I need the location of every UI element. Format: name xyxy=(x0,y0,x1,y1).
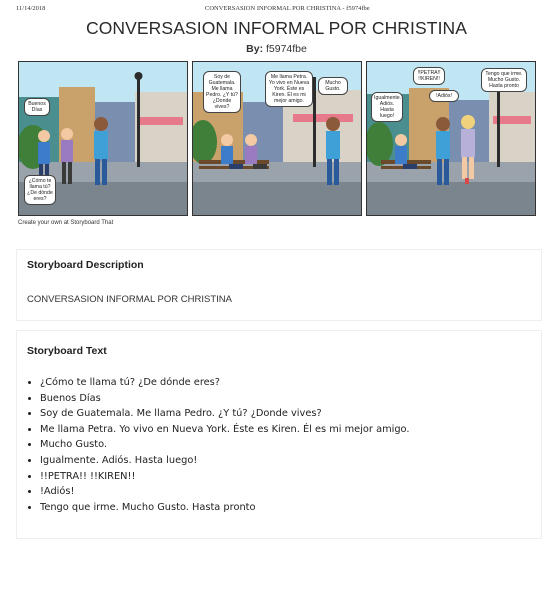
speech-bubble: ¿Cómo te llama tú? ¿De dónde eres? xyxy=(24,175,56,205)
list-item: • Igualmente. Adiós. Hasta luego! xyxy=(40,453,410,469)
byline xyxy=(0,43,553,55)
list-item: • ¿Cómo te llama tú? ¿De dónde eres? xyxy=(40,375,410,391)
speech-bubble: Me llama Petra. Yo vivo en Nueva York. Éste es Kiren. Él es mi mejor amigo. xyxy=(265,71,313,107)
speech-bubble: !Adiós! xyxy=(429,90,459,102)
comic-strip xyxy=(18,61,534,216)
storyboard-text-list xyxy=(27,375,410,515)
list-item: • Mucho Gusto. xyxy=(40,437,410,453)
storyboard-credit: Create your own at Storyboard That xyxy=(18,220,114,226)
speech-bubble: Buenos Días xyxy=(24,98,50,116)
speech-bubble: Mucho Gusto. xyxy=(318,77,348,95)
print-doc-title: CONVERSASION INFORMAL POR CHRISTINA - f5974fbe xyxy=(205,5,370,12)
byline-label: By: xyxy=(246,43,264,55)
comic-panel-3 xyxy=(366,61,536,216)
list-item: • Buenos Días xyxy=(40,391,410,407)
storyboard-text-heading: Storyboard Text xyxy=(27,345,107,357)
comic-panel-2 xyxy=(192,61,362,216)
page-title: CONVERSASION INFORMAL POR CHRISTINA xyxy=(85,18,468,38)
list-item: • Me llama Petra. Yo vivo en Nueva York. Éste es Kiren. Él es mi mejor amigo. xyxy=(40,422,410,438)
description-heading: Storyboard Description xyxy=(27,259,144,271)
byline-author: f5974fbe xyxy=(265,43,307,55)
speech-bubble: !!PETRA!! !!KIREN!! xyxy=(413,67,445,85)
print-date: 11/14/2018 xyxy=(16,5,46,12)
list-item: • !!PETRA!! !!KIREN!! xyxy=(40,469,410,485)
storyboard-text-card xyxy=(16,330,542,539)
speech-bubble: Igualmente. Adiós. Hasta luego! xyxy=(371,92,403,122)
speech-bubble: Soy de Guatemala. Me llama Pedro. ¿Y tú? ¿Donde vives? xyxy=(203,71,241,113)
list-item: • !Adiós! xyxy=(40,484,410,500)
comic-panel-1 xyxy=(18,61,188,216)
description-card xyxy=(16,249,542,321)
list-item: • Soy de Guatemala. Me llama Pedro. ¿Y tú? ¿Donde vives? xyxy=(40,406,410,422)
speech-bubble: Tengo que irme. Mucho Gusto. Hasta pronto xyxy=(481,68,527,92)
description-body: CONVERSASION INFORMAL POR CHRISTINA xyxy=(27,294,232,305)
list-item: • Tengo que irme. Mucho Gusto. Hasta pronto xyxy=(40,500,410,516)
